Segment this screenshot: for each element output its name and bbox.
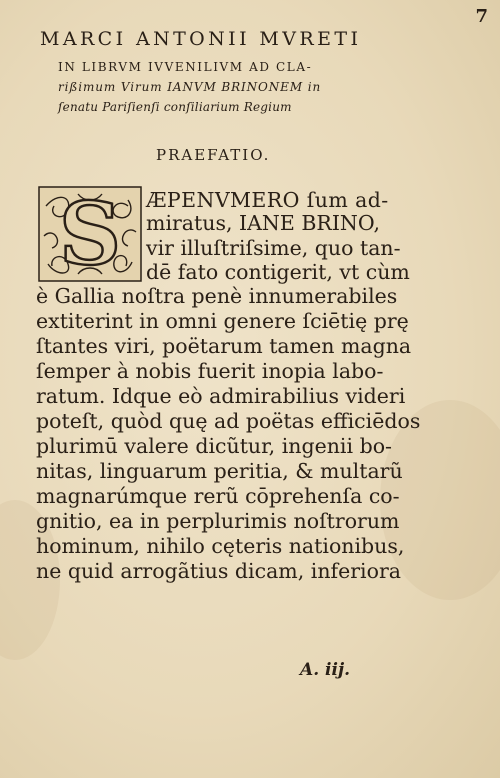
text-line: poteſt, quòd quę ad poëtas efficiēdos	[36, 409, 421, 433]
subtitle-line: IN LIBRVM IVVENILIVM AD CLA-	[58, 60, 313, 74]
text-line: ÆPENVMERO ſum ad-	[146, 188, 389, 212]
subtitle-line: ſenatu Pariſienſi conſiliarium Regium	[58, 100, 292, 114]
initial-letter: S	[58, 186, 122, 282]
decorated-initial	[38, 186, 142, 282]
text-line: vir illuſtriſsime, quo tan-	[146, 236, 401, 260]
text-line: nitas, linguarum peritia, & multarũ	[36, 459, 403, 483]
text-line: miratus, IANE BRINO,	[146, 211, 380, 235]
text-line: magnarúmque rerũ cōprehenſa co-	[36, 484, 400, 508]
text-line: ne quid arrogãtius dicam, inferiora	[36, 559, 401, 583]
text-line: gnitio, ea in perplurimis noſtrorum	[36, 509, 400, 533]
text-line: extiterint in omni genere ſciētię prę	[36, 309, 409, 333]
signature-mark: A. iij.	[300, 660, 351, 680]
text-line: dē fato contigerit, vt cùm	[146, 260, 410, 284]
text-line: ſtantes viri, poëtarum tamen magna	[36, 334, 412, 358]
section-heading: PRAEFATIO.	[156, 146, 271, 164]
text-line: è Gallia noſtra penè innumerabiles	[36, 284, 398, 308]
text-line: hominum, nihilo cęteris nationibus,	[36, 534, 405, 558]
running-head: MARCI ANTONII MVRETI	[40, 28, 362, 50]
page-number: 7	[475, 6, 488, 27]
text-line: ratum. Idque eò admirabilius videri	[36, 384, 406, 408]
subtitle-line: rißimum Virum IANVM BRINONEM in	[58, 80, 322, 94]
text-line: plurimū valere dicũtur, ingenii bo-	[36, 434, 392, 458]
text-line: ſemper à nobis fuerit inopia labo-	[36, 359, 384, 383]
ornament-icon	[38, 186, 142, 282]
